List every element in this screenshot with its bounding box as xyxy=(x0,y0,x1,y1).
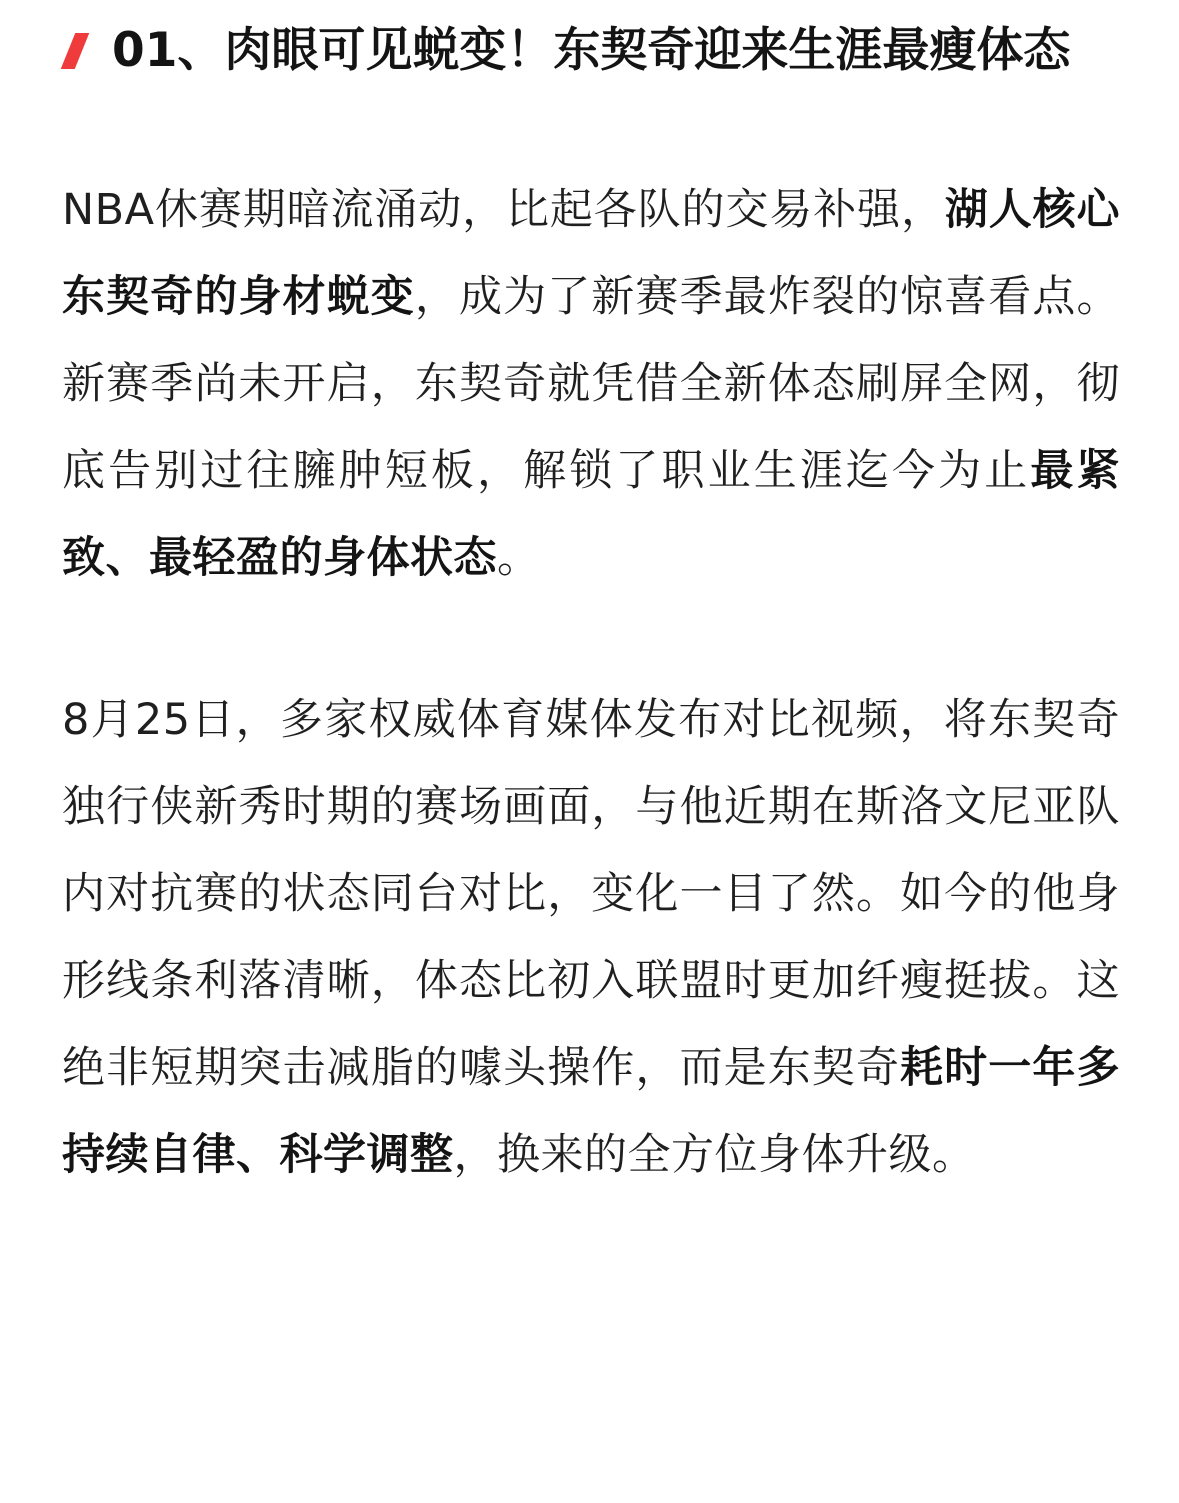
section-heading xyxy=(62,8,1120,94)
paragraph-text: 8月25日，多家权威体育媒体发布对比视频，将东契奇独行侠新秀时期的赛场画面，与他近期在斯洛文尼亚队内对抗赛的状态同台对比，变化一目了然。如今的他身形线条利落清晰，体态比初入联盟时更加纤瘦挺拔。这绝非短期突击减脂的噱头操作，而是东契奇 xyxy=(62,695,1120,1093)
paragraph-text: 。 xyxy=(497,533,541,583)
section-heading-text: 01、肉眼可见蜕变！东契奇迎来生涯最瘦体态 xyxy=(112,23,1071,78)
paragraph-2 xyxy=(62,677,1120,1199)
heading-accent-mark xyxy=(61,33,90,69)
paragraph-emphasis: 耗时一年多持续自律、科学调整 xyxy=(62,1043,1121,1180)
paragraph-text: NBA休赛期暗流涌动，比起各队的交易补强， xyxy=(62,185,945,235)
paragraph-text: ，成为了新赛季最炸裂的惊喜看点。新赛季尚未开启，东契奇就凭借全新体态刷屏全网，彻底告别过往臃肿短板，解锁了职业生涯迄今为止 xyxy=(62,272,1121,496)
paragraph-emphasis: 湖人核心东契奇的身材蜕变 xyxy=(62,185,1120,322)
paragraph-emphasis: 最紧致、最轻盈的身体状态 xyxy=(62,446,1121,583)
paragraph-text: ，换来的全方位身体升级。 xyxy=(453,1130,976,1180)
article-body xyxy=(62,8,1120,1199)
paragraph-1 xyxy=(62,167,1120,602)
